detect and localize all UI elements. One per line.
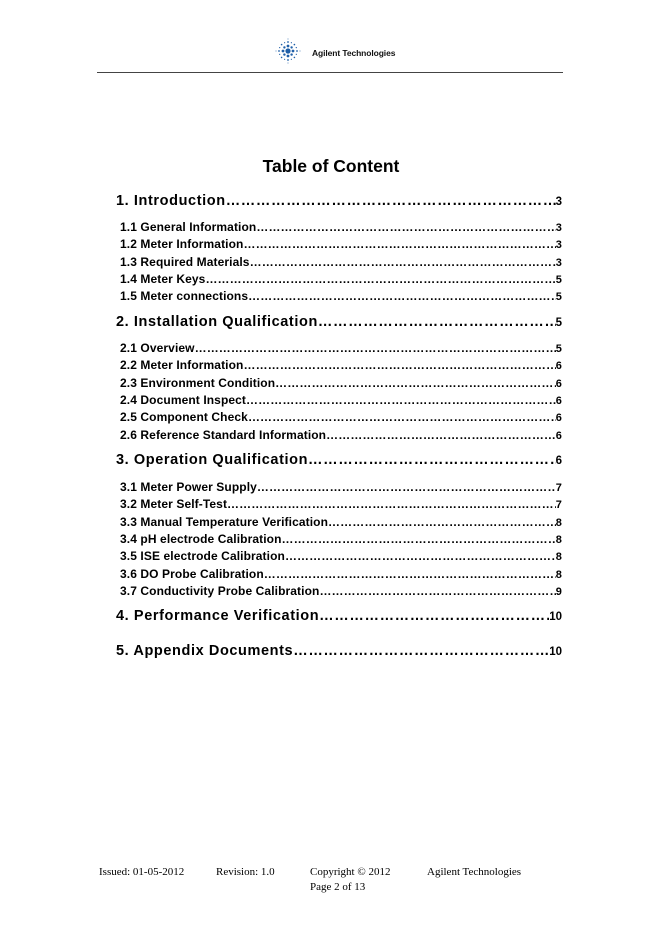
toc-entry-label: 2.4 Document Inspect [120,393,247,407]
toc-leader [293,643,549,659]
toc-entry[interactable] [120,289,562,303]
toc-entry-page: 3 [555,222,562,234]
toc-leader [227,497,556,511]
toc-entry-page: 6 [555,412,562,424]
toc-entry-label: 3.7 Conductivity Probe Calibration [120,584,320,598]
toc-entry-page: 3 [555,196,562,208]
toc-entry[interactable] [116,452,562,468]
toc-leader [248,410,556,424]
footer-issued: Issued: 01-05-2012 [99,866,185,878]
toc-entry-label: 1.2 Meter Information [120,237,244,251]
toc-entry-label: 2.6 Reference Standard Information [120,428,327,442]
toc-entry-label: 3. Operation Qualification [116,452,309,468]
toc-entry-page: 10 [549,646,562,658]
agilent-spark-logo-icon [275,38,301,64]
toc-entry[interactable] [120,393,562,407]
toc-entry[interactable] [120,532,562,546]
toc-entry[interactable] [120,410,562,424]
toc-entry-label: 1.3 Required Materials [120,255,250,269]
toc-entry-page: 3 [555,239,562,251]
toc-entry-label: 1. Introduction [116,193,226,209]
toc-entry-label: 2.3 Environment Condition [120,376,276,390]
toc-leader [318,314,556,330]
toc-leader [195,341,556,355]
toc-entry[interactable] [120,480,562,494]
toc-entry-page: 8 [555,534,562,546]
toc-entry-label: 5. Appendix Documents [116,643,294,659]
toc-entry-page: 5 [555,291,562,303]
toc-entry-page: 7 [555,499,562,511]
toc-entry-page: 10 [549,611,562,623]
toc-leader [326,428,556,442]
toc-entry[interactable] [120,237,562,251]
footer-revision: Revision: 1.0 [216,866,275,878]
header-divider [97,72,563,73]
toc-entry[interactable] [120,255,562,269]
toc-leader [264,567,556,581]
toc-leader [256,220,555,234]
toc-leader [243,358,555,372]
toc-entry[interactable] [120,549,562,563]
toc-entry-page: 6 [555,430,562,442]
header-brand: Agilent Technologies [312,48,396,58]
toc-entry-label: 2.1 Overview [120,341,195,355]
toc-entry-label: 3.5 ISE electrode Calibration [120,549,285,563]
toc-leader [243,237,555,251]
toc-entry-page: 6 [555,360,562,372]
toc-entry[interactable] [116,643,562,659]
toc-entry-label: 2.5 Component Check [120,410,248,424]
toc-entry-page: 8 [555,569,562,581]
toc-leader [257,480,556,494]
toc-entry-page: 6 [555,395,562,407]
toc-entry[interactable] [120,584,562,598]
toc-entry[interactable] [120,341,562,355]
footer-copyright: Copyright © 2012 [310,866,391,878]
toc-entry[interactable] [116,193,562,209]
toc-leader [275,376,556,390]
footer-company: Agilent Technologies [427,866,522,878]
toc-leader [246,393,556,407]
toc-entry-page: 3 [555,257,562,269]
toc-leader [248,289,556,303]
toc-entry-label: 3.6 DO Probe Calibration [120,567,264,581]
toc-entry-page: 5 [555,317,562,329]
toc-leader [328,515,556,529]
toc-entry-label: 1.4 Meter Keys [120,272,206,286]
toc-entry-page: 6 [555,378,562,390]
toc-leader [226,193,556,209]
toc-entry-page: 8 [555,517,562,529]
toc-entry-label: 3.4 pH electrode Calibration [120,532,282,546]
toc-entry-page: 7 [555,482,562,494]
toc-entry-page: 8 [555,551,562,563]
toc-entry-label: 4. Performance Verification [116,608,320,624]
toc-entry[interactable] [120,567,562,581]
toc-title: Table of Content [262,156,400,176]
toc-leader [308,452,556,468]
toc-leader [282,532,556,546]
toc-entry-label: 3.2 Meter Self-Test [120,497,228,511]
toc-entry-page: 9 [555,586,562,598]
toc-leader [205,272,555,286]
toc-entry-label: 1.1 General Information [120,220,257,234]
toc-entry-label: 1.5 Meter connections [120,289,249,303]
toc-entry-page: 6 [555,455,562,467]
toc-leader [319,608,549,624]
toc-entry[interactable] [120,497,562,511]
toc-entry-label: 3.3 Manual Temperature Verification [120,515,329,529]
toc-entry-label: 2. Installation Qualification [116,314,318,330]
toc-entry-label: 3.1 Meter Power Supply [120,480,257,494]
toc-entry[interactable] [120,220,562,234]
toc-leader [285,549,556,563]
toc-entry-page: 5 [555,343,562,355]
toc-entry-label: 2.2 Meter Information [120,358,244,372]
footer-page-number: Page 2 of 13 [310,881,366,893]
toc-entry-page: 5 [555,274,562,286]
toc-leader [250,255,556,269]
toc-entry[interactable] [120,272,562,286]
toc-leader [319,584,555,598]
toc-entry[interactable] [120,515,562,529]
toc-entry[interactable] [120,428,562,442]
toc-entry[interactable] [116,314,562,330]
toc-entry[interactable] [120,376,562,390]
toc-entry[interactable] [120,358,562,372]
toc-entry[interactable] [116,608,562,624]
